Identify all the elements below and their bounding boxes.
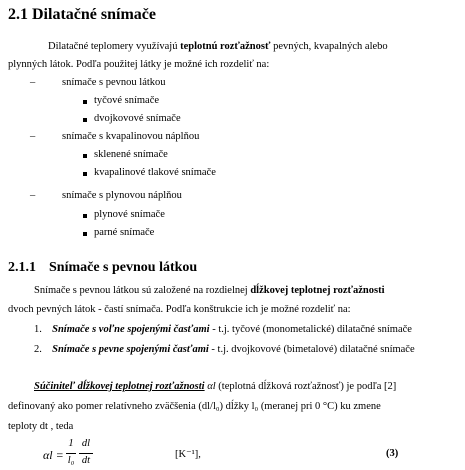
equation-numerator: dl <box>81 438 91 449</box>
group-label: snímače s kvapalinovou náplňou <box>62 131 200 142</box>
section-number: 2.1 <box>8 6 28 23</box>
group-dash: – <box>30 131 36 142</box>
coef-emphasis: Súčiniteľ dĺžkovej teplotnej rozťažnosti <box>34 381 205 392</box>
list-item: dvojkovové snímače <box>94 113 181 124</box>
bullet-icon <box>83 154 87 158</box>
list-item: parné snímače <box>94 227 155 238</box>
equation-denominator: dt <box>81 455 91 466</box>
equation-unit: [K⁻¹], <box>175 449 201 460</box>
bullet-icon <box>83 100 87 104</box>
intro-line-2: plynných látok. Podľa použitej látky je možné ich rozdeliť na: <box>8 59 270 70</box>
coef-line-2: definovaný ako pomer relatívneho zväčšenia (dl/l₀) dĺžky l₀ (meranej pri 0 °C) ku zmene <box>8 401 381 412</box>
coef-text: (teplotná dĺžková rozťažnosť) je podľa [2] <box>218 381 397 392</box>
para2-text: Snímače s pevnou látkou sú založené na rozdielnej <box>34 285 248 296</box>
para2-emphasis: dĺžkovej teplotnej rozťažnosti <box>250 285 385 296</box>
subsection-title: Snímače s pevnou látkou <box>49 260 198 275</box>
list-item: sklenené snímače <box>94 149 168 160</box>
numbered-item-emphasis: Snímače s voľne spojenými časťami <box>52 324 210 335</box>
bullet-icon <box>83 172 87 176</box>
bullet-icon <box>83 214 87 218</box>
equation-coef-numerator: 1 <box>68 438 74 449</box>
intro-text: Dilatačné teplomery využívajú <box>48 41 178 52</box>
intro-text-end: pevných, kvapalných alebo <box>273 41 388 52</box>
equation-coef-bar <box>66 453 76 454</box>
numbered-item <box>34 324 412 335</box>
coef-line-3: teploty dt , teda <box>8 421 74 432</box>
section-title: Dilatačné snímače <box>32 6 156 23</box>
numbered-item-emphasis: Snímače s pevne spojenými časťami <box>52 344 209 355</box>
numbered-item-number: 1. <box>34 324 42 335</box>
bullet-icon <box>83 118 87 122</box>
group-label: snímače s pevnou látkou <box>62 77 166 88</box>
coef-line-1 <box>34 381 396 392</box>
numbered-item <box>34 344 415 355</box>
subsection-heading <box>8 260 197 276</box>
section-heading <box>8 6 156 24</box>
intro-emphasis: teplotnú rozťažnosť <box>180 41 271 52</box>
subsection-number: 2.1.1 <box>8 260 36 275</box>
coef-symbol: αl <box>207 381 216 392</box>
equation-lhs: αl = <box>43 448 64 462</box>
para2-line-1 <box>34 285 385 296</box>
numbered-item-text: - t.j. dvojkovové (bimetalové) dilatačné snímače <box>211 344 415 355</box>
equation-bar <box>79 453 93 454</box>
group-dash: – <box>30 77 36 88</box>
numbered-item-text: - t.j. tyčové (monometalické) dilatačné snímače <box>212 324 412 335</box>
group-label: snímače s plynovou náplňou <box>62 190 182 201</box>
intro-line-1 <box>48 41 388 52</box>
bullet-icon <box>83 232 87 236</box>
group-dash: – <box>30 190 36 201</box>
list-item: kvapalinové tlakové snímače <box>94 167 216 178</box>
list-item: plynové snímače <box>94 209 165 220</box>
list-item: tyčové snímače <box>94 95 160 106</box>
equation-coef-denominator: l₀ <box>67 455 75 466</box>
numbered-item-number: 2. <box>34 344 42 355</box>
para2-line-2: dvoch pevných látok - častí snímača. Podľa konštrukcie ich je možné rozdeliť na: <box>8 304 351 315</box>
equation-number: (3) <box>386 448 399 459</box>
